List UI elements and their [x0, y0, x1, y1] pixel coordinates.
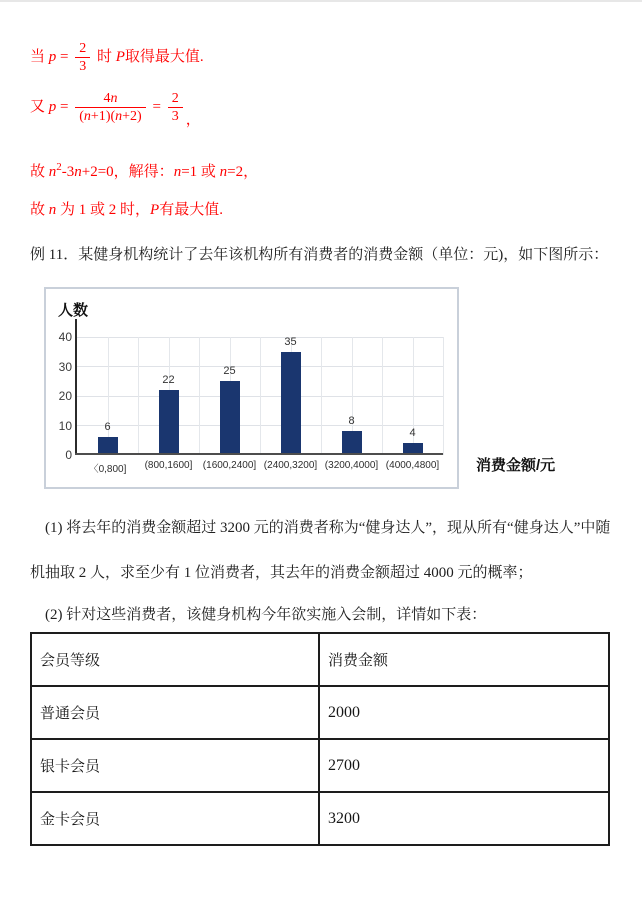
math-segment: n	[219, 164, 228, 180]
y-tick-label: 30	[58, 359, 72, 374]
bar-value-label: 22	[162, 374, 175, 387]
bar-value-label: 4	[409, 427, 416, 440]
math-text	[30, 49, 72, 65]
solution-line-3	[30, 160, 258, 181]
fraction-numerator: 2	[79, 41, 87, 56]
math-segment: p	[48, 48, 57, 65]
math-segment: )	[137, 109, 142, 124]
math-segment: =2，	[227, 164, 259, 180]
math-segment: n	[83, 109, 91, 124]
x-tick-label: (4000,4800]	[385, 460, 440, 471]
math-text	[30, 99, 72, 115]
table-row	[31, 739, 609, 792]
y-axis-line	[75, 319, 77, 455]
math-segment: 当	[30, 48, 49, 65]
y-tick-label: 10	[58, 418, 72, 433]
membership-table	[30, 632, 610, 846]
question-1-line-1: (1) 将去年的消费金额超过 3200 元的消费者称为“健身达人”，现从所有“健身达人”中随	[45, 520, 611, 536]
bar-value-label: 25	[223, 365, 236, 378]
bar-value-label: 8	[348, 415, 355, 428]
vertical-gridline	[321, 337, 322, 455]
math-segment: +1	[90, 109, 106, 124]
member-level-cell: 金卡会员	[31, 792, 319, 845]
trailing-comma: ，	[185, 111, 201, 128]
chart-y-axis-title: 人数	[58, 302, 89, 319]
math-segment: P	[150, 202, 160, 218]
x-tick-label: (1600,2400]	[202, 460, 257, 471]
member-level-cell: 普通会员	[31, 686, 319, 739]
fraction-denominator	[75, 107, 145, 125]
table-row	[31, 792, 609, 845]
chart-x-axis-title: 消费金额/元	[476, 457, 556, 474]
math-segment: 为 1 或 2 时，	[56, 202, 151, 218]
fraction-denominator: 3	[168, 107, 183, 125]
vertical-gridline	[443, 337, 444, 455]
math-segment: 有最大值.	[159, 202, 223, 218]
math-segment: 4	[103, 91, 111, 106]
math-segment: 故	[30, 164, 49, 180]
math-text	[149, 99, 165, 115]
bar-chart	[44, 287, 459, 489]
bar-value-label: 35	[284, 335, 297, 348]
math-segment: n	[115, 109, 123, 124]
math-segment: p	[48, 98, 57, 115]
table-header-amount: 消费金额	[319, 633, 609, 686]
solution-line-4	[30, 198, 223, 219]
math-segment: )(	[105, 109, 116, 124]
y-tick-label: 0	[65, 448, 72, 462]
question-1-line-2: 机抽取 2 人，求至少有 1 位消费者，其去年的消费金额超过 4000 元的概率；	[30, 565, 533, 581]
fraction-two-thirds	[168, 90, 183, 125]
amount-cell: 2000	[319, 686, 609, 739]
y-tick-label: 40	[58, 330, 72, 344]
table-header-member-level: 会员等级	[31, 633, 319, 686]
x-tick-label: 〈0,800]	[88, 464, 127, 475]
math-segment: +2	[122, 109, 138, 124]
bar-value-label: 6	[104, 421, 111, 434]
x-tick-label: (800,1600]	[144, 460, 193, 471]
bar	[220, 381, 240, 455]
math-segment: +2=0，解得：	[81, 164, 174, 180]
amount-cell: 2700	[319, 739, 609, 792]
fraction-numerator: 2	[171, 91, 179, 106]
fraction-4n-over-product	[75, 90, 145, 125]
math-segment: =1 或	[181, 164, 220, 180]
vertical-gridline	[199, 337, 200, 455]
math-segment: 时	[93, 48, 116, 65]
amount-cell: 3200	[319, 792, 609, 845]
math-text	[93, 49, 203, 65]
x-tick-label: (2400,3200]	[263, 460, 318, 471]
fraction-denominator: 3	[75, 57, 90, 75]
table-header-row	[31, 633, 609, 686]
math-segment: n	[74, 164, 82, 180]
math-segment: 故	[30, 202, 49, 218]
bar	[342, 431, 362, 455]
math-segment: n	[110, 91, 118, 106]
math-segment: (	[79, 109, 84, 124]
math-segment: n	[173, 164, 182, 180]
question-2: (2) 针对这些消费者，该健身机构今年欲实施入会制，详情如下表：	[45, 607, 487, 623]
bar	[281, 352, 301, 455]
math-segment: =	[148, 98, 165, 115]
table-row	[31, 686, 609, 739]
y-tick-label: 20	[58, 389, 72, 403]
x-axis-line	[75, 453, 443, 455]
bar	[159, 390, 179, 455]
math-segment: n	[48, 202, 57, 218]
math-segment: 又	[30, 98, 49, 115]
math-segment: 取得最大值.	[124, 48, 204, 65]
vertical-gridline	[138, 337, 139, 455]
math-segment: P	[115, 48, 125, 65]
math-segment: 2	[56, 161, 62, 173]
page-top-divider	[0, 0, 642, 2]
x-tick-label: (3200,4000]	[324, 460, 379, 471]
solution-line-2	[30, 90, 201, 129]
fraction-two-thirds	[75, 40, 90, 75]
math-segment: =	[56, 98, 73, 115]
math-segment: -3	[61, 164, 75, 180]
member-level-cell: 银卡会员	[31, 739, 319, 792]
fraction-numerator	[99, 90, 121, 107]
math-segment: n	[48, 164, 57, 180]
math-segment: =	[56, 48, 73, 65]
example-intro: 例 11．某健身机构统计了去年该机构所有消费者的消费金额（单位：元)，如下图所示：	[30, 247, 609, 263]
solution-line-1	[30, 40, 204, 75]
vertical-gridline	[260, 337, 261, 455]
